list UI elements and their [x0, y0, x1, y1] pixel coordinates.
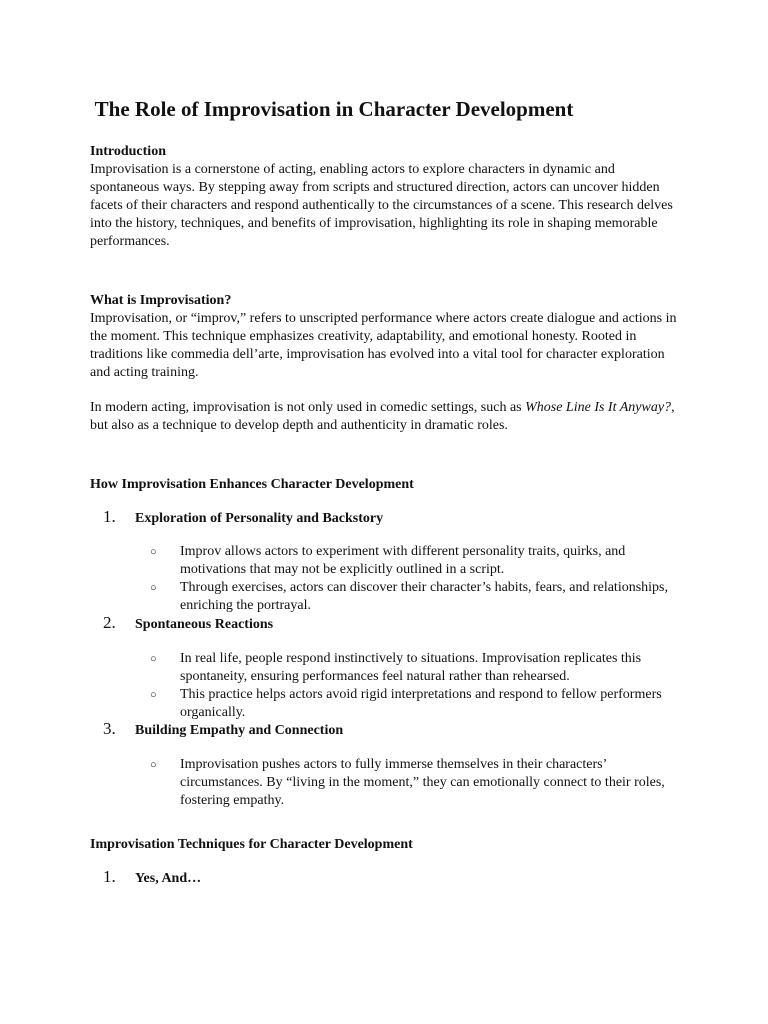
what-heading: What is Improvisation? [90, 293, 232, 308]
bullet-text: In real life, people respond instinctively to situations. Improvisation replicates this spontaneity, ensuring performances feel natural rather than rehearsed. [180, 651, 642, 684]
list-number: 3. [103, 719, 116, 738]
enhances-heading: How Improvisation Enhances Character Development [90, 477, 414, 492]
list-number: 1. [103, 507, 116, 526]
what-paragraph-2 [90, 399, 686, 435]
list-item-title: Yes, And… [135, 871, 202, 886]
bullet-text: Improv allows actors to experiment with different personality traits, quirks, and motivations that may not be explicitly outlined in a script. [180, 544, 626, 577]
list-item-title: Building Empathy and Connection [135, 723, 344, 738]
bullet-icon: ○ [150, 582, 157, 594]
what-paragraph-1: Improvisation, or “improv,” refers to unscripted performance where actors create dialogue and actions in the moment. This technique emphasizes creativity, adaptability, and emotional honesty. Rooted in traditions like commedia dell’arte, improvisation has evolved into a vital tool for character exploration and acting training. [90, 311, 677, 380]
intro-paragraph: Improvisation is a cornerstone of acting, enabling actors to explore characters in dynamic and spontaneous ways. By stepping away from scripts and structured direction, actors can uncover hidden facets of their characters and respond authentically to the circumstances of a scene. This research delves into the history, techniques, and benefits of improvisation, highlighting its role in shaping memorable performances. [90, 162, 673, 249]
list-number: 1. [103, 867, 116, 886]
bullet-icon: ○ [150, 759, 157, 771]
bullet-text: Through exercises, actors can discover their character’s habits, fears, and relationships, enriching the portrayal. [180, 580, 668, 613]
bullet-text: Improvisation pushes actors to fully immerse themselves in their characters’ circumstances. By “living in the moment,” they can emotionally connect to their roles, fostering empathy. [180, 757, 665, 808]
list-item-title: Exploration of Personality and Backstory [135, 511, 384, 526]
show-title-italic: Whose Line Is It Anyway? [525, 400, 672, 415]
what-paragraph-2-post: , but also as a technique to develop depth and authenticity in dramatic roles. [90, 400, 675, 433]
list-item-title: Spontaneous Reactions [135, 617, 274, 632]
bullet-icon: ○ [150, 653, 157, 665]
techniques-heading: Improvisation Techniques for Character Development [90, 837, 413, 852]
bullet-text: This practice helps actors avoid rigid interpretations and respond to fellow performers organically. [180, 687, 662, 720]
document-title: The Role of Improvisation in Character Development [94, 97, 574, 121]
bullet-icon: ○ [150, 689, 157, 701]
list-number: 2. [103, 613, 116, 632]
intro-heading: Introduction [90, 144, 166, 159]
what-paragraph-2-pre: In modern acting, improvisation is not only used in comedic settings, such as [90, 400, 526, 415]
bullet-icon: ○ [150, 546, 157, 558]
